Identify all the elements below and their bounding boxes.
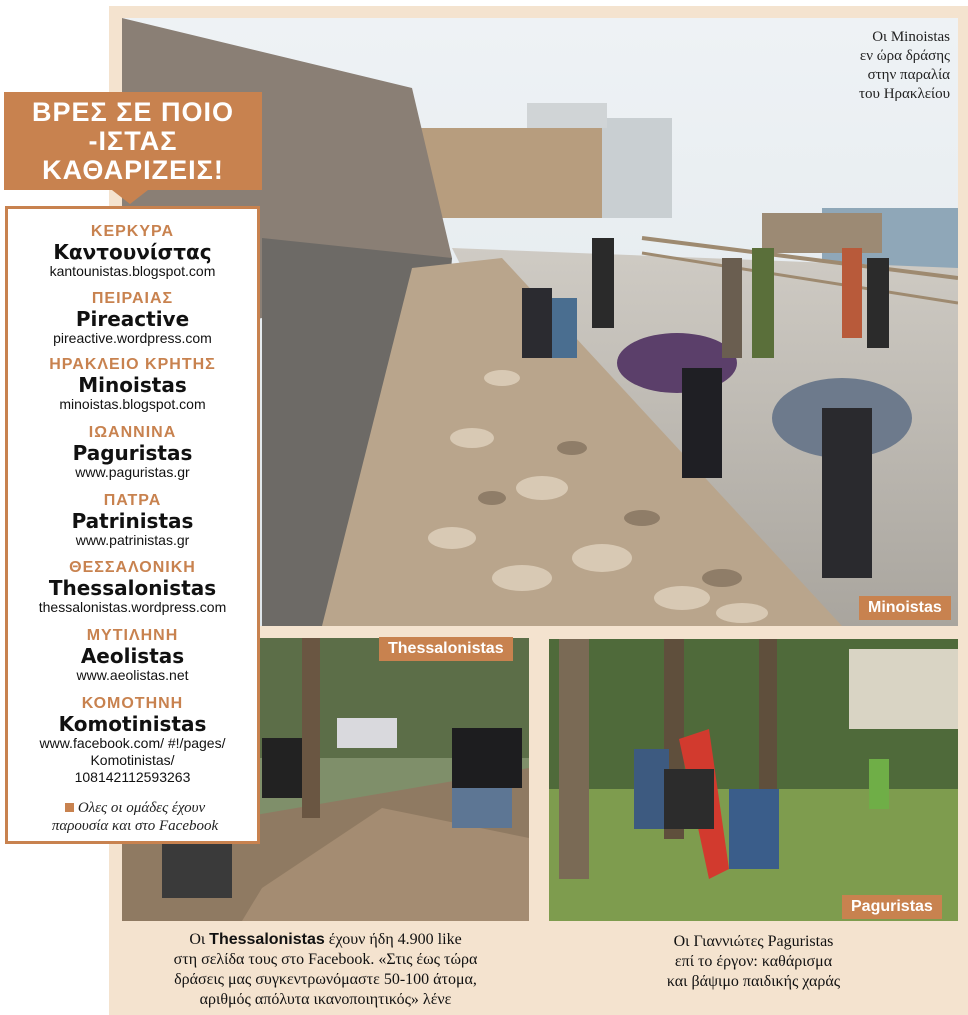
headline-line-3: ΚΑΘΑΡΙΖΕΙΣ! — [42, 155, 224, 185]
headline-banner — [4, 92, 262, 190]
paguristas-photo — [549, 639, 958, 921]
group-url-line[interactable]: 108142112593263 — [74, 769, 191, 785]
paguristas-photo-label: Paguristas — [842, 895, 942, 919]
group-url[interactable]: minoistas.blogspot.com — [59, 396, 206, 412]
caption-line: και βάψιμο παιδικής χαράς — [666, 973, 841, 990]
paguristas-caption — [549, 932, 958, 992]
caption-line: στη σελίδα τους στο Facebook. «Στις έως τώρα — [173, 951, 478, 968]
caption-line: δράσεις μας συγκεντρωνόμαστε 50-100 άτομα, — [174, 971, 477, 988]
city-name: ΚΕΡΚΥΡΑ — [90, 223, 175, 240]
caption-line: Οι Γιαννιώτες Paguristas — [673, 933, 834, 950]
group-url[interactable]: kantounistas.blogspot.com — [49, 263, 216, 279]
groups-list — [5, 206, 260, 844]
main-photo-label: Minoistas — [859, 596, 951, 620]
caption-line: Οι Minoistas — [872, 29, 950, 45]
group-url-line[interactable]: Komotinistas/ — [90, 752, 175, 768]
group-url[interactable]: www.paguristas.gr — [75, 464, 190, 480]
city-name: ΗΡΑΚΛΕΙΟ ΚΡΗΤΗΣ — [49, 356, 216, 373]
group-name: Pireactive — [75, 307, 190, 331]
group-name: Paguristas — [72, 441, 193, 465]
group-url[interactable]: thessalonistas.wordpress.com — [38, 599, 227, 615]
group-name: Patrinistas — [71, 509, 194, 533]
caption-line: αριθμός απόλυτα ικανοποιητικός» λένε — [199, 991, 452, 1008]
note-line: Ολες οι ομάδες έχουν — [77, 800, 206, 816]
thessalonistas-photo-label: Thessalonistas — [379, 637, 513, 661]
thessalonistas-caption — [122, 930, 529, 1010]
city-name: ΜΥΤΙΛΗΝΗ — [86, 627, 179, 644]
group-url-line[interactable]: www.facebook.com/ #!/pages/ — [39, 735, 226, 751]
bullet-square-icon — [65, 803, 74, 812]
main-photo-caption — [800, 28, 950, 104]
city-name: ΙΩΑΝΝΙΝΑ — [88, 424, 177, 441]
list-item — [8, 627, 257, 684]
caption-bold: Thessalonistas — [209, 931, 325, 948]
group-name: Καντουνίστας — [53, 240, 212, 264]
note-line: παρουσία και στο Facebook — [51, 818, 219, 834]
caption-text: έχουν ήδη 4.900 like — [324, 931, 462, 948]
city-name: ΠΑΤΡΑ — [103, 492, 162, 509]
list-item — [8, 559, 257, 616]
city-name: ΠΕΙΡΑΙΑΣ — [91, 290, 174, 307]
headline-line-1: ΒΡΕΣ ΣΕ ΠΟΙΟ — [32, 97, 234, 127]
caption-text: Οι — [189, 931, 210, 948]
list-item — [8, 424, 257, 481]
group-name: Komotinistas — [58, 712, 207, 736]
group-url[interactable]: pireactive.wordpress.com — [53, 330, 212, 346]
caption-line: επί το έργον: καθάρισμα — [674, 953, 833, 970]
group-name: Minoistas — [78, 373, 187, 397]
list-item — [8, 290, 257, 347]
group-name: Thessalonistas — [48, 576, 217, 600]
facebook-note — [20, 799, 250, 835]
headline-line-2: -ΙΣΤΑΣ — [88, 126, 178, 156]
city-name: ΘΕΣΣΑΛΟΝΙΚΗ — [69, 559, 196, 576]
list-item — [8, 223, 257, 280]
group-name: Aeolistas — [80, 644, 185, 668]
city-name: ΚΟΜΟΤΗΝΗ — [81, 695, 184, 712]
caption-line: στην παραλία — [867, 67, 950, 83]
banner-pointer — [112, 190, 148, 204]
caption-line: του Ηρακλείου — [859, 86, 950, 102]
list-item — [8, 356, 257, 413]
list-item — [8, 492, 257, 549]
group-url[interactable]: www.patrinistas.gr — [75, 532, 190, 548]
caption-line: εν ώρα δράσης — [859, 48, 950, 64]
list-item — [8, 695, 257, 786]
group-url[interactable]: www.aeolistas.net — [76, 667, 189, 683]
